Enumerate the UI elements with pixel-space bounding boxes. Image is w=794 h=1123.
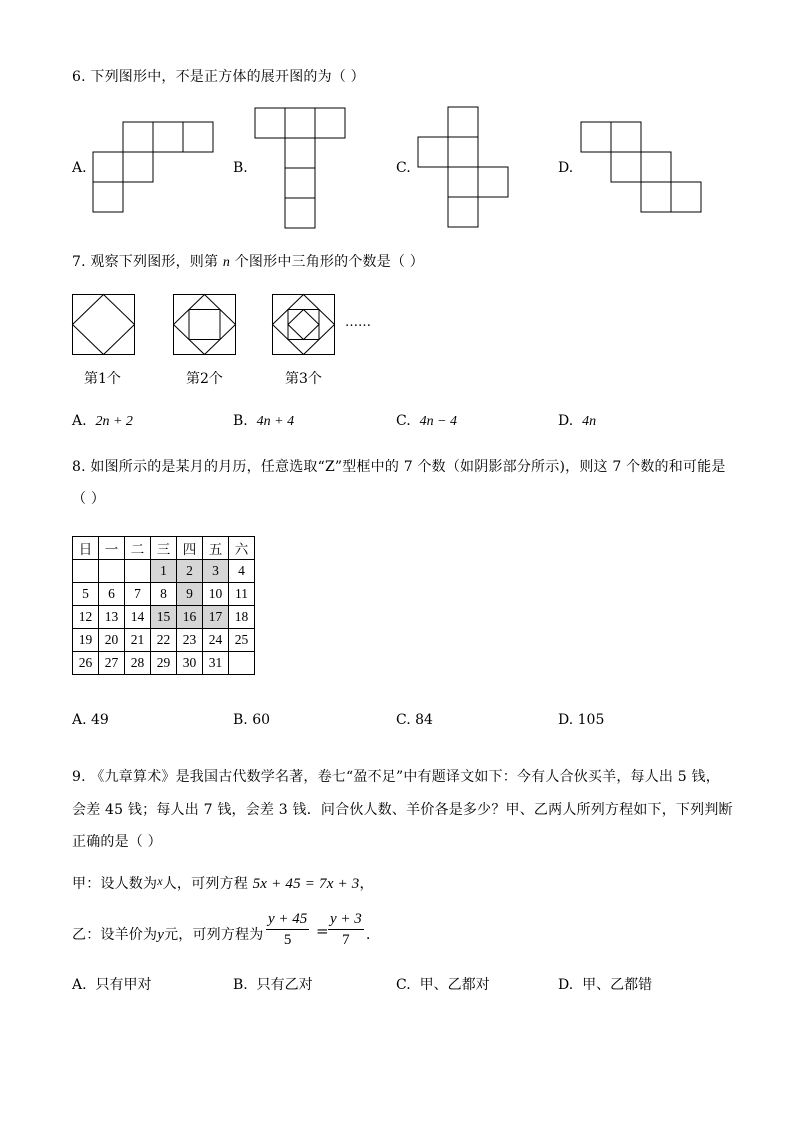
- q9-yi-mid: 元，可列方程为: [164, 927, 264, 943]
- q6-net-b: [254, 107, 348, 229]
- calendar-cell: 25: [229, 629, 255, 652]
- calendar-cell: 5: [73, 583, 99, 606]
- q9-jia-equation: 5x + 45 = 7x + 3: [252, 876, 360, 892]
- q7-stem-end: 个图形中三角形的个数是（ ）: [234, 254, 424, 270]
- calendar-cell: 24: [203, 629, 229, 652]
- calendar-cell: 21: [125, 629, 151, 652]
- q8-option-b[interactable]: [233, 712, 270, 728]
- q9-option-c-text: 甲、乙都对: [419, 977, 490, 993]
- q7-figure-3: [272, 294, 336, 356]
- q6-net-d: [580, 121, 704, 214]
- calendar-cell: 9: [177, 583, 203, 606]
- q7-figure-2: [173, 294, 237, 356]
- q9-yi-numerator-2: y + 3: [328, 911, 364, 930]
- q6-option-b-label[interactable]: B.: [233, 160, 248, 176]
- q9-line-1: 9. 《九章算术》是我国古代数学名著，卷七“盈不足”中有题译文如下：今有人合伙买羊，每人出 5 钱，: [72, 769, 720, 785]
- q7-ellipsis: ……: [345, 315, 371, 330]
- calendar-cell: 28: [125, 652, 151, 675]
- q9-option-d-label: D.: [558, 977, 574, 993]
- calendar-cell: 17: [203, 606, 229, 629]
- calendar-cell: 19: [73, 629, 99, 652]
- q8-option-a-label: A.: [72, 712, 87, 728]
- q9-yi-denominator-1: 5: [283, 932, 292, 948]
- q9-yi-var: y: [157, 927, 165, 943]
- q7-caption-1: 第1个: [84, 371, 121, 387]
- calendar-cell: 2: [177, 560, 203, 583]
- q6-option-d-label[interactable]: D.: [558, 160, 574, 176]
- q7-caption-2: 第2个: [186, 371, 223, 387]
- q7-figure-1: [72, 294, 136, 356]
- calendar-cell: 31: [203, 652, 229, 675]
- calendar-cell: 3: [203, 560, 229, 583]
- calendar-row: [73, 652, 255, 675]
- q7-option-d-expr: 4n: [582, 414, 597, 429]
- calendar-header-cell: 四: [177, 537, 203, 560]
- calendar-header-row: [73, 537, 255, 560]
- calendar-cell: 14: [125, 606, 151, 629]
- q9-option-b-label: B.: [233, 977, 248, 993]
- calendar-cell: 22: [151, 629, 177, 652]
- calendar-row: [73, 583, 255, 606]
- calendar-header-cell: 日: [73, 537, 99, 560]
- q7-option-a-expr: 2n + 2: [95, 414, 133, 429]
- q9-option-c-label: C.: [396, 977, 411, 993]
- q9-yi-statement: [72, 924, 263, 944]
- q7-option-c[interactable]: [396, 413, 457, 430]
- calendar-cell: 26: [73, 652, 99, 675]
- calendar-cell: 30: [177, 652, 203, 675]
- calendar-header-cell: 六: [229, 537, 255, 560]
- q9-yi-end: ．: [366, 927, 380, 943]
- q6-net-c: [417, 106, 511, 228]
- q8-option-a[interactable]: [72, 712, 109, 728]
- q6-option-c-label[interactable]: C.: [396, 160, 411, 176]
- q9-jia-end: ，: [359, 876, 374, 892]
- q9-yi-fraction-2: [328, 911, 364, 949]
- q8-option-d-label: D.: [558, 712, 574, 728]
- calendar-cell: 11: [229, 583, 255, 606]
- calendar-header-cell: 三: [151, 537, 177, 560]
- q8-option-c-label: C.: [396, 712, 411, 728]
- q9-yi-fraction-1: [266, 911, 309, 949]
- q9-jia-prefix: 甲：设人数为: [72, 876, 158, 892]
- q9-yi-numerator-1: y + 45: [266, 911, 309, 930]
- q7-option-a-label: A.: [72, 413, 87, 429]
- q7-stem-var: n: [222, 255, 231, 270]
- calendar-row: [73, 560, 255, 583]
- q7-option-c-label: C.: [396, 413, 411, 429]
- q7-option-a[interactable]: [72, 413, 133, 430]
- calendar-row: [73, 606, 255, 629]
- calendar-cell: 16: [177, 606, 203, 629]
- q7-stem-start: 7. 观察下列图形，则第: [72, 254, 219, 270]
- calendar-cell: 6: [99, 583, 125, 606]
- calendar-cell: 8: [151, 583, 177, 606]
- q9-jia-mid: 人，可列方程: [162, 876, 248, 892]
- q6-option-a-label[interactable]: A.: [72, 160, 87, 176]
- q7-option-d-label: D.: [558, 413, 574, 429]
- q8-stem-line1: 8. 如图所示的是某月的月历，任意选取“Z”型框中的 7 个数（如阴影部分所示)，则这 7 个数的和可能是: [72, 459, 726, 475]
- q8-option-b-value: 60: [252, 712, 271, 728]
- q9-jia-statement: [72, 873, 374, 893]
- q8-option-d-value: 105: [577, 712, 605, 728]
- calendar-cell: 15: [151, 606, 177, 629]
- calendar-cell: [99, 560, 125, 583]
- q6-net-a: [92, 121, 216, 214]
- q6-stem: 6. 下列图形中，不是正方体的展开图的为（ ）: [72, 69, 365, 85]
- q9-option-b[interactable]: [233, 974, 313, 994]
- q9-option-a[interactable]: [72, 974, 151, 994]
- calendar-cell: 27: [99, 652, 125, 675]
- q7-option-b-expr: 4n + 4: [256, 414, 295, 429]
- q7-caption-3: 第3个: [285, 371, 322, 387]
- q8-calendar: [72, 536, 255, 675]
- q9-jia-var: x: [157, 874, 163, 888]
- q8-option-d[interactable]: [558, 712, 604, 728]
- q9-option-d-text: 甲、乙都错: [582, 977, 653, 993]
- calendar-cell: [73, 560, 99, 583]
- q9-option-a-label: A.: [72, 977, 87, 993]
- calendar-cell: 18: [229, 606, 255, 629]
- q9-line-3: 正确的是（ ）: [72, 834, 162, 850]
- calendar-header-cell: 一: [99, 537, 125, 560]
- q7-option-b-label: B.: [233, 413, 248, 429]
- q7-option-b[interactable]: [233, 413, 294, 430]
- q9-option-d[interactable]: [558, 974, 652, 994]
- q9-yi-equals: =: [316, 922, 329, 940]
- calendar-cell: 13: [99, 606, 125, 629]
- q9-line-2: 会差 45 钱；每人出 7 钱，会差 3 钱．问合伙人数、羊价各是多少？甲、乙两人所列方程如下，下列判断: [72, 802, 733, 818]
- q8-option-c-value: 84: [415, 712, 433, 728]
- calendar-cell: [229, 652, 255, 675]
- calendar-cell: 12: [73, 606, 99, 629]
- calendar-cell: 23: [177, 629, 203, 652]
- calendar-cell: 20: [99, 629, 125, 652]
- q8-stem-line2: （ ）: [72, 491, 106, 507]
- q9-yi-denominator-2: 7: [342, 932, 350, 948]
- q8-option-a-value: 49: [91, 712, 109, 728]
- q7-option-c-expr: 4n − 4: [419, 414, 458, 429]
- calendar-cell: 7: [125, 583, 151, 606]
- q9-yi-prefix: 乙：设羊价为: [72, 927, 158, 943]
- q9-option-b-text: 只有乙对: [256, 977, 313, 993]
- q7-option-d[interactable]: [558, 413, 596, 430]
- q7-stem: [72, 251, 424, 271]
- calendar-cell: 29: [151, 652, 177, 675]
- calendar-header-cell: 二: [125, 537, 151, 560]
- calendar-cell: 1: [151, 560, 177, 583]
- calendar-cell: [125, 560, 151, 583]
- q8-option-b-label: B.: [233, 712, 248, 728]
- q8-option-c[interactable]: [396, 712, 433, 728]
- calendar-cell: 10: [203, 583, 229, 606]
- calendar-header-cell: 五: [203, 537, 229, 560]
- calendar-row: [73, 629, 255, 652]
- q9-option-a-text: 只有甲对: [95, 977, 152, 993]
- q9-option-c[interactable]: [396, 974, 490, 994]
- calendar-cell: 4: [229, 560, 255, 583]
